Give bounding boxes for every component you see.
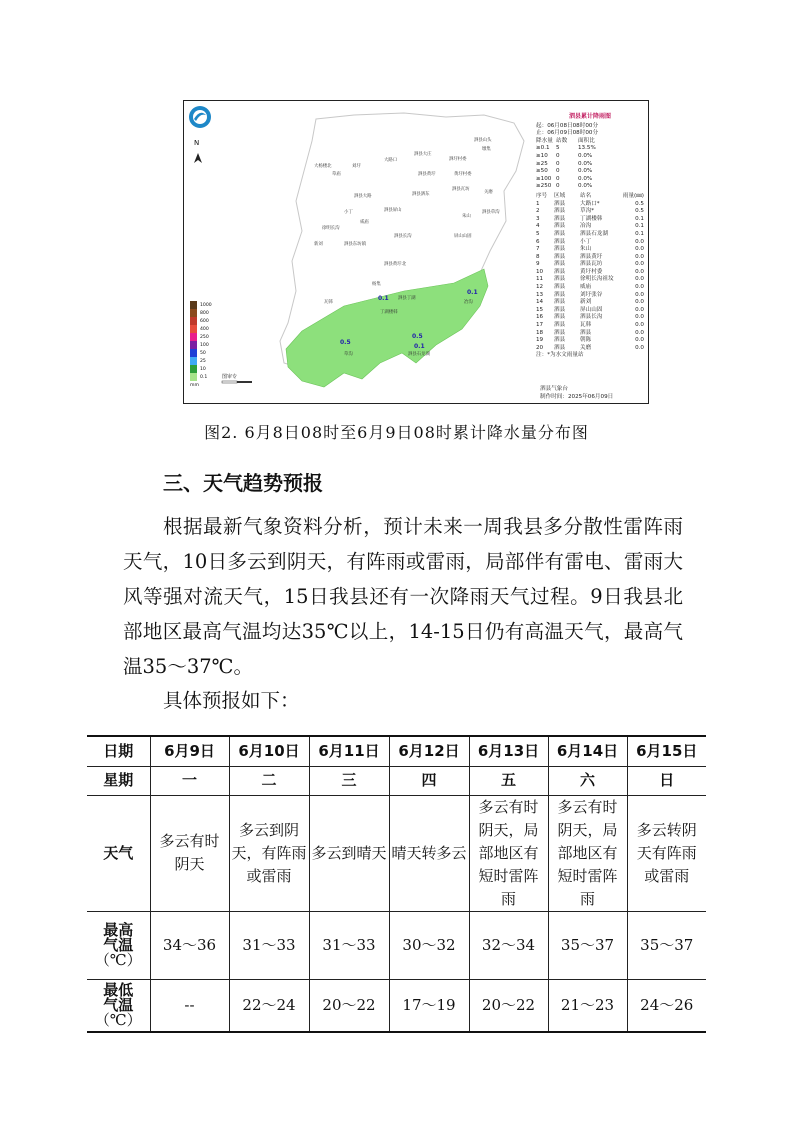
legend-swatch (190, 333, 197, 341)
station-row-cell: 朝陈 (580, 337, 592, 344)
legend-label: 10 (200, 366, 206, 372)
station-row (536, 201, 644, 209)
stats-row (536, 168, 644, 176)
forecast-paragraph (123, 509, 683, 684)
map-place-label: 黄圩村委 (454, 172, 472, 177)
map-footer (540, 385, 613, 401)
stats-row-cell: 0.0% (578, 160, 593, 167)
rain-value-label: 0.1 (414, 343, 425, 350)
stats-row-cell: 0.0% (578, 168, 593, 175)
forecast-weather-cell: 多云有时阴天，局部地区有短时雷阵雨 (469, 795, 548, 911)
forecast-week-cell: 四 (389, 766, 469, 795)
station-row-cell: 2 (536, 208, 540, 215)
forecast-tmin-cell: 20～22 (469, 979, 548, 1032)
stats-row-cell: 0 (556, 152, 560, 159)
station-row (536, 299, 644, 307)
stats-row (536, 176, 644, 184)
station-row-cell: 0.0 (635, 253, 644, 260)
map-place-label: 小丁 (344, 210, 353, 215)
section-title: 三、天气趋势预报 (163, 471, 323, 495)
station-row-cell: 泗县 (554, 322, 566, 329)
station-row-cell: 18 (536, 329, 544, 336)
stats-row-cell: 13.5% (578, 145, 596, 152)
station-row-cell: 7 (536, 246, 540, 253)
station-row-cell: 冶沟 (580, 223, 592, 230)
station-row-cell: 0.5 (635, 200, 644, 207)
station-row-cell: 泗县 (554, 276, 566, 283)
station-row-cell: 泗县 (554, 208, 566, 215)
station-header-cell: 序号 (536, 192, 548, 199)
week-label: 星期 (87, 766, 150, 795)
station-row-cell: 泗县 (554, 230, 566, 237)
forecast-weather-cell: 晴天转多云 (389, 795, 469, 911)
map-place-label: 威庙 (360, 220, 369, 225)
forecast-week-cell: 三 (309, 766, 389, 795)
station-row-cell: 0.0 (635, 276, 644, 283)
forecast-date-cell: 6月13日 (469, 736, 548, 766)
map-place-label: 关磨 (484, 190, 493, 195)
legend-item (190, 357, 212, 365)
stats-row (536, 145, 644, 153)
tmax-label-unit: （℃） (94, 950, 142, 969)
map-stats-panel (536, 113, 644, 360)
forecast-tmax-cell: 35～37 (548, 911, 627, 979)
legend-item (190, 365, 212, 373)
station-row-cell: 1 (536, 200, 540, 207)
station-row-cell: 泗县瓦坊 (580, 261, 603, 268)
figure-caption: 图2. 6月8日08时至6月9日08时累计降水量分布图 (204, 423, 589, 442)
map-legend (190, 301, 212, 388)
station-row-cell: 丁湖楼韩 (580, 215, 603, 222)
station-header (536, 193, 644, 201)
station-row-cell: 12 (536, 284, 544, 291)
map-place-label: 泗县丁湖 (398, 296, 416, 301)
map-place-label: 泗县东坊镇 (344, 242, 366, 247)
forecast-tmax-cell: 30～32 (389, 911, 469, 979)
station-row-cell: 泗县石龙湖 (580, 230, 608, 237)
map-org: 泗县气象台 (540, 386, 568, 392)
station-row-cell: 泗县 (554, 344, 566, 351)
legend-swatch (190, 317, 197, 325)
forecast-weather-cell: 多云转阴天有阵雨或雷雨 (627, 795, 706, 911)
date-label: 日期 (87, 736, 150, 766)
stats-row-cell: 0 (556, 168, 560, 175)
station-row-cell: 0.1 (635, 223, 644, 230)
station-row-cell: 泗县 (554, 200, 566, 207)
station-row (536, 337, 644, 345)
forecast-date-cell: 6月15日 (627, 736, 706, 766)
forecast-week-cell: 日 (627, 766, 706, 795)
stats-row (536, 153, 644, 161)
station-row-cell: 0.0 (635, 322, 644, 329)
legend-item (190, 349, 212, 357)
end-time: 止：06月09日08时00分 (536, 130, 599, 137)
station-row-cell: 15 (536, 306, 544, 313)
map-place-label: 泗县泗东 (412, 192, 430, 197)
tmin-row (87, 979, 706, 1032)
station-row-cell: 0.0 (635, 314, 644, 321)
legend-swatch (190, 349, 197, 357)
stats-row-cell: ≥0.1 (536, 145, 550, 152)
station-row-cell: 威庙 (580, 284, 592, 291)
paragraph-text: 根据最新气象资料分析，预计未来一周我县多分散性雷阵雨天气，10日多云到阴天，有阵雨或雷雨，局部伴有雷电、雷雨大风等强对流天气，15日我县还有一次降雨天气过程。9日我县北部地区最高气温均达35℃以上，14-15日仍有高温天气，最高气温35～37℃。 (123, 515, 683, 678)
forecast-week-cell: 一 (150, 766, 229, 795)
stats-row-cell: ≥50 (536, 168, 548, 175)
stats-row-cell: 0 (556, 175, 560, 182)
map-place-label: 墩集 (482, 147, 491, 152)
station-row-cell: 10 (536, 268, 544, 275)
station-row-cell: 11 (536, 276, 544, 283)
station-row-cell: 19 (536, 337, 544, 344)
legend-swatch (190, 325, 197, 333)
map-place-label: 大杨楼北 (314, 164, 332, 169)
station-row (536, 246, 644, 254)
forecast-week-cell: 六 (548, 766, 627, 795)
stats-row-cell: 0.0% (578, 175, 593, 182)
map-place-label: 泗县石龙湖 (408, 352, 430, 357)
forecast-tmax-cell: 35～37 (627, 911, 706, 979)
weather-label: 天气 (87, 795, 150, 911)
station-row-cell: 泗县黄圩 (580, 253, 603, 260)
stats-row-cell: ≥25 (536, 160, 548, 167)
forecast-date-cell: 6月12日 (389, 736, 469, 766)
map-place-label: 冶沟 (464, 300, 473, 305)
map-made-time: 制作时间：2025年06月09日 (540, 394, 614, 400)
forecast-tmin-cell: -- (150, 979, 229, 1032)
forecast-tmin-cell: 24～26 (627, 979, 706, 1032)
station-header-cell: 区域 (554, 192, 566, 199)
scale-label: 图审专 (222, 374, 238, 380)
tmin-label-line1: 最低 (103, 980, 134, 999)
forecast-date-cell: 6月11日 (309, 736, 389, 766)
forecast-week-cell: 五 (469, 766, 548, 795)
station-row-cell: 泗县长沟 (580, 314, 603, 321)
map-place-label: 新刘 (314, 242, 323, 247)
map-place-label: 泗县山头 (474, 138, 492, 143)
map-place-label: 泗县长沟 (394, 234, 412, 239)
station-row-cell: 泗县 (554, 329, 566, 336)
date-row (87, 736, 706, 766)
station-row (536, 261, 644, 269)
legend-swatch (190, 341, 197, 349)
legend-item (190, 317, 212, 325)
station-row-cell: 泗县 (554, 261, 566, 268)
station-row-cell: 屏山山固 (580, 306, 603, 313)
map-place-label: 杨集 (372, 282, 381, 287)
map-place-label: 泗圩村委 (449, 157, 467, 162)
map-place-label: 草沟 (344, 352, 353, 357)
rain-value-label: 0.5 (340, 339, 351, 346)
legend-item (190, 373, 212, 381)
station-row-cell: 8 (536, 253, 540, 260)
forecast-weather-cell: 多云有时阴天，局部地区有短时雷阵雨 (548, 795, 627, 911)
legend-swatch (190, 309, 197, 317)
station-row-cell: 瓦韩 (580, 322, 592, 329)
panel-title: 泗县累计降雨图 (568, 113, 611, 120)
north-label: N (194, 139, 200, 147)
station-row-cell: 泗县 (554, 215, 566, 222)
station-row-cell: 5 (536, 230, 540, 237)
tmax-row (87, 911, 706, 979)
rain-value-label: 0.5 (412, 333, 423, 340)
start-time: 起：06月08日08时00分 (536, 122, 599, 129)
legend-label: 25 (200, 358, 206, 364)
legend-item (190, 333, 212, 341)
map-place-label: 朱山 (462, 214, 471, 219)
tmax-label (87, 911, 150, 979)
station-row-cell: 黄圩村委 (580, 268, 603, 275)
station-row-cell: 泗县 (554, 223, 566, 230)
legend-item (190, 309, 212, 317)
station-row-cell: 0.5 (635, 208, 644, 215)
forecast-week-cell: 二 (229, 766, 309, 795)
station-header-cell: 站名 (580, 192, 592, 199)
week-row (87, 766, 706, 795)
station-row-cell: 13 (536, 291, 544, 298)
station-row-cell: 20 (536, 344, 544, 351)
forecast-tmax-cell: 31～33 (309, 911, 389, 979)
forecast-date-cell: 6月14日 (548, 736, 627, 766)
station-row-cell: 0.1 (635, 230, 644, 237)
station-row-cell: 泗县 (554, 337, 566, 344)
legend-item (190, 325, 212, 333)
station-row (536, 231, 644, 239)
station-row-cell: 6 (536, 238, 540, 245)
legend-label: 250 (200, 334, 209, 340)
station-row-cell: 刘圩张谷 (580, 291, 603, 298)
forecast-tmax-cell: 31～33 (229, 911, 309, 979)
station-row (536, 276, 644, 284)
station-row-cell: 泗县 (554, 291, 566, 298)
station-row-cell: 0.0 (635, 238, 644, 245)
station-row-cell: 徐明长沟祖坟 (580, 276, 614, 283)
map-place-label: 泗县草沟 (482, 210, 500, 215)
map-place-label: 泗县黄圩北 (384, 262, 406, 267)
sub-intro: 具体预报如下： (163, 689, 300, 712)
station-row-cell: 0.0 (635, 246, 644, 253)
station-row-cell: 0.0 (635, 299, 644, 306)
stats-row-cell: ≥10 (536, 152, 548, 159)
stats-row-cell: 0.0% (578, 183, 593, 190)
map-place-label: 大路口 (384, 158, 398, 163)
stats-row-cell: 0 (556, 183, 560, 190)
station-row-cell: 0.0 (635, 261, 644, 268)
tmax-label-line1: 最高 (103, 920, 134, 939)
tmin-label (87, 979, 150, 1032)
tmin-label-unit: （℃） (94, 1010, 142, 1029)
station-row-cell: 4 (536, 223, 540, 230)
station-row-cell: 3 (536, 215, 540, 222)
forecast-weather-cell: 多云到阴天，有阵雨或雷雨 (229, 795, 309, 911)
forecast-date-cell: 6月10日 (229, 736, 309, 766)
legend-swatch (190, 301, 197, 309)
forecast-tmin-cell: 21～23 (548, 979, 627, 1032)
station-row-cell: 0.0 (635, 344, 644, 351)
map-place-label: 瓦韩 (324, 300, 333, 305)
north-arrow-icon (194, 153, 202, 163)
station-row-cell: 泗县 (554, 284, 566, 291)
legend-label: 50 (200, 350, 206, 356)
station-row-cell: 泗县 (554, 306, 566, 313)
legend-label: 1000 (200, 302, 212, 308)
forecast-tmax-cell: 34～36 (150, 911, 229, 979)
map-place-label: 徐明长沟 (322, 226, 340, 231)
stats-row (536, 183, 644, 191)
legend-item (190, 341, 212, 349)
legend-label: 0.1 (200, 374, 208, 380)
station-row (536, 314, 644, 322)
map-place-label: 泗县屏山 (384, 208, 402, 213)
panel-note: 注：*为水文雨量站 (536, 352, 584, 359)
legend-swatch (190, 357, 197, 365)
station-row-cell: 小丁 (580, 238, 592, 245)
stats-header (536, 138, 644, 146)
legend-swatch (190, 373, 197, 381)
map-place-label: 泗县大路 (354, 194, 372, 199)
station-row-cell: 新刘 (580, 299, 592, 306)
map-place-label: 泗县黄圩 (418, 172, 436, 177)
forecast-tmax-cell: 32～34 (469, 911, 548, 979)
station-row-cell: 泗县 (580, 329, 592, 336)
map-place-label: 泗县大庄 (414, 152, 432, 157)
weather-row (87, 795, 706, 911)
stats-row (536, 161, 644, 169)
forecast-tmin-cell: 17～19 (389, 979, 469, 1032)
station-header-cell: 雨量(㎜) (622, 192, 644, 199)
station-row-cell: 0.0 (635, 268, 644, 275)
map-place-label: 刘圩 (352, 164, 361, 169)
legend-unit: mm (190, 383, 199, 388)
forecast-table (87, 735, 706, 1033)
legend-label: 600 (200, 318, 209, 324)
legend-label: 800 (200, 310, 209, 316)
forecast-weather-cell: 多云有时阴天 (150, 795, 229, 911)
map-place-label: 泗县瓦坊 (452, 187, 470, 192)
tmax-label-line2: 气温 (103, 935, 134, 954)
station-row-cell: 9 (536, 261, 540, 268)
station-row-cell: 泗县 (554, 246, 566, 253)
station-row-cell: 泗县 (554, 253, 566, 260)
stats-row-cell: 5 (556, 145, 560, 152)
stats-row-cell: 0.0% (578, 152, 593, 159)
rainfall-map (183, 100, 649, 404)
station-row-cell: 0.1 (635, 215, 644, 222)
map-place-label: 草庙 (332, 172, 341, 177)
stats-header-cell: 面积比 (578, 137, 595, 144)
station-row (536, 239, 644, 247)
station-row-cell: 泗县 (554, 268, 566, 275)
station-row-cell: 泗县 (554, 314, 566, 321)
station-row-cell: 0.0 (635, 329, 644, 336)
forecast-tmin-cell: 22～24 (229, 979, 309, 1032)
station-row-cell: 关磨 (580, 344, 592, 351)
forecast-date-cell: 6月9日 (150, 736, 229, 766)
station-row (536, 223, 644, 231)
map-place-label: 丁湖楼韩 (380, 310, 398, 315)
station-row-cell: 朱山 (580, 246, 592, 253)
legend-label: 100 (200, 342, 209, 348)
station-row-cell: 泗县 (554, 299, 566, 306)
scale-bar-icon (222, 381, 252, 383)
logo-icon (189, 106, 211, 128)
station-row (536, 284, 644, 292)
station-row-cell: 17 (536, 322, 544, 329)
station-row-cell: 大路口* (580, 200, 600, 207)
legend-label: 400 (200, 326, 209, 332)
rain-value-label: 0.1 (467, 289, 478, 296)
map-place-label: 屏山山固 (454, 234, 472, 239)
legend-swatch (190, 365, 197, 373)
legend-item (190, 301, 212, 309)
forecast-tmin-cell: 20～22 (309, 979, 389, 1032)
station-row (536, 208, 644, 216)
station-row-cell: 泗县 (554, 238, 566, 245)
stats-row-cell: ≥250 (536, 183, 552, 190)
station-row-cell: 0.0 (635, 291, 644, 298)
station-row-cell: 0.0 (635, 284, 644, 291)
station-row-cell: 14 (536, 299, 544, 306)
station-row-cell: 0.0 (635, 337, 644, 344)
forecast-weather-cell: 多云到晴天 (309, 795, 389, 911)
stats-header-cell: 降水量 (536, 137, 553, 144)
station-row-cell: 草沟* (580, 208, 594, 215)
stats-header-cell: 站数 (556, 137, 568, 144)
station-row-cell: 0.0 (635, 306, 644, 313)
stats-row-cell: ≥100 (536, 175, 552, 182)
stats-row-cell: 0 (556, 160, 560, 167)
rain-value-label: 0.1 (378, 295, 389, 302)
tmin-label-line2: 气温 (103, 995, 134, 1014)
station-row-cell: 16 (536, 314, 544, 321)
station-row (536, 322, 644, 330)
